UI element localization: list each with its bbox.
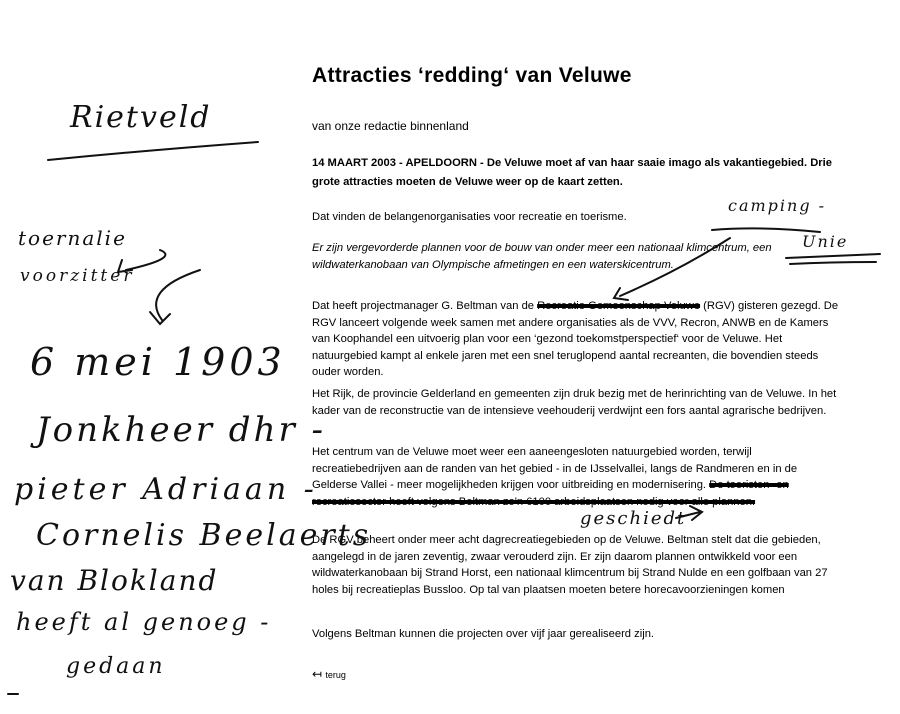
- back-arrow-icon: ↤: [312, 667, 326, 681]
- handwritten-line-3: Cornelis Beelaerts: [36, 518, 372, 553]
- paragraph-3-end: (RGV) gisteren gezegd. De RGV lanceert volgende week samen met andere organisaties als de VVV, Recron, ANWB en de Kamers van Koophandel een uitvoerig plan voor een ‘gezond toekomstperspectief‘ voor de Veluwe. Het natuurgebied kampt al enkele jaren met een snel teruglopend aantal recreanten, die bovendien steeds ouder worden.: [312, 300, 839, 378]
- arrow-head-2: [150, 312, 170, 324]
- byline: van onze redactie binnenland: [312, 119, 469, 133]
- handwritten-line-1: Jonkheer dhr -: [36, 410, 327, 450]
- handwritten-note-1: toernalie: [18, 226, 127, 250]
- back-link-label: terug: [325, 670, 346, 680]
- handwritten-margin-3: geschiedt: [580, 508, 687, 529]
- paragraph-5: [312, 444, 842, 510]
- paragraph-1: Dat vinden de belangenorganisaties voor recreatie en toerisme.: [312, 211, 627, 223]
- handwritten-line-5: heeft al genoeg -: [16, 608, 272, 636]
- article-title: Attracties ‘redding‘ van Veluwe: [312, 64, 632, 87]
- back-link[interactable]: [312, 667, 346, 681]
- lead-paragraph: 14 MAART 2003 - APELDOORN - De Veluwe moet af van haar saaie imago als vakantiegebied. Drie grote attracties moeten de Veluwe weer op de kaart zetten.: [312, 157, 832, 188]
- paragraph-3: [312, 298, 842, 381]
- struck-text-jobs: De toeristen- en recreatiesector heeft volgens Beltman zo'n 6100 arbeidsplaatsen nodig voor alle plannen.: [312, 479, 789, 508]
- paragraph-3-start: Dat heeft projectmanager G. Beltman van de: [312, 300, 538, 312]
- paragraph-5-start: Het centrum van de Veluwe moet weer een aaneengesloten natuurgebied worden, terwijl recreatiebedrijven aan de randen van het gebied - in de IJsselvallei, langs de Randmeren en in de Gelderse Vallei - meer mogelijkheden krijgen voor uitbreiding en modernisering.: [312, 446, 798, 491]
- struck-text-rgv: Recreatie Gemeenschap Veluwe: [537, 300, 701, 312]
- handwritten-line-4: van Blokland: [10, 564, 219, 597]
- handwritten-margin-2: Unie: [802, 232, 849, 251]
- paragraph-2: Er zijn vergevorderde plannen voor de bouw van onder meer een nationaal klimcentrum, een wildwaterkanobaan van Olympische afmetingen en een waterskicentrum.: [312, 242, 772, 271]
- handwritten-date: 6 mei 1903: [30, 340, 286, 384]
- paragraph-4: Het Rijk, de provincie Gelderland en gemeenten zijn druk bezig met de herinrichting van de Veluwe. In het kader van de reconstructie van de intensieve veehouderij verdwijnt een fors aantal agrarische bedrijven.: [312, 388, 837, 417]
- underline-name: [48, 142, 258, 160]
- handwritten-margin-1: camping -: [728, 196, 827, 215]
- handwritten-name: Rietveld: [70, 100, 212, 135]
- paragraph-7: Volgens Beltman kunnen die projecten over vijf jaar gerealiseerd zijn.: [312, 628, 655, 640]
- arrow-to-date: [156, 270, 200, 320]
- handwritten-line-6: gedaan: [66, 654, 166, 679]
- handwritten-note-2: voorzitter: [20, 266, 135, 286]
- handwritten-line-2: pieter Adriaan -: [14, 472, 318, 507]
- paragraph-6: De RGV beheert onder meer acht dagrecreatiegebieden op de Veluwe. Beltman stelt dat die gebieden, aangelegd in de jaren zeventig, zwaar verouderd zijn. Er zijn daarom plannen ontwikkeld voor een wildwaterkanobaan bij Strand Horst, een nationaal klimcentrum bij Strand Nulde en een golfbaan van 27 holes bij recreatieplas Bussloo. Op tal van plaatsen moeten betere horecavoorzieningen komen: [312, 534, 828, 596]
